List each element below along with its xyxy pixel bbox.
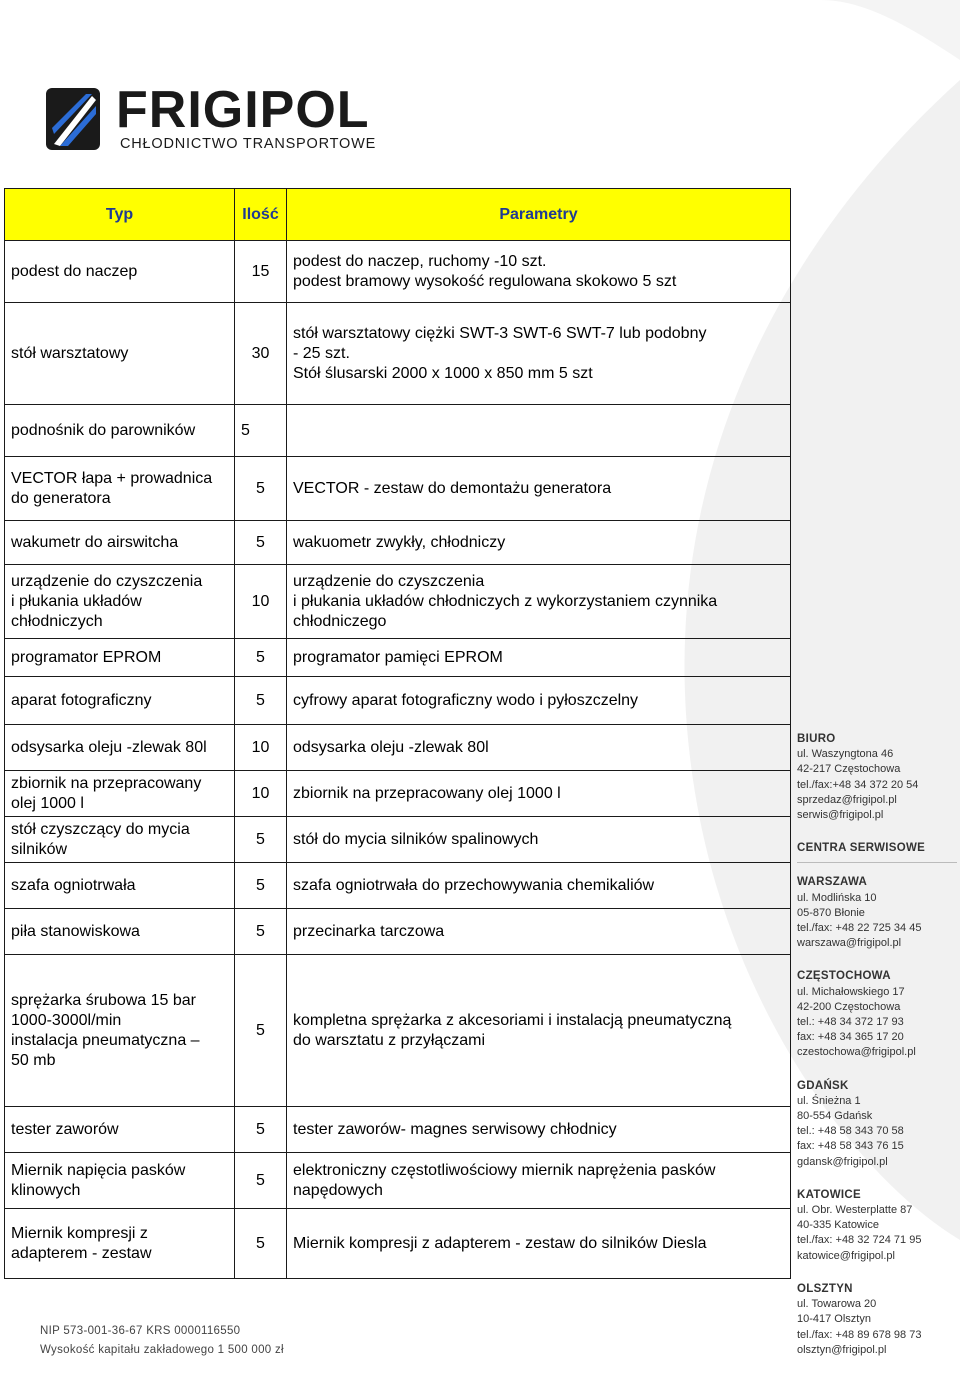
row-params: Miernik kompresji z adapterem - zestaw do silników Diesla (287, 1209, 791, 1279)
office-line: ul. Waszyngtona 46 (797, 748, 894, 761)
row-type: Miernik napięcia pasków klinowych (5, 1153, 235, 1209)
row-params: odsysarka oleju -zlewak 80l (287, 725, 791, 771)
table-row (5, 725, 791, 771)
table-row (5, 1153, 791, 1209)
frigipol-logo (40, 82, 400, 162)
branch-line: tel.: +48 58 343 70 58 (797, 1125, 904, 1138)
row-type: aparat fotograficzny (5, 677, 235, 725)
row-params: elektroniczny częstotliwościowy miernik naprężenia pasków napędowych (287, 1153, 791, 1209)
row-type: piła stanowiskowa (5, 909, 235, 955)
header-params: Parametry (287, 189, 791, 241)
branch-line: 40-335 Katowice (797, 1219, 879, 1232)
office-line: 42-217 Częstochowa (797, 763, 901, 776)
branch-line: 10-417 Olsztyn (797, 1313, 871, 1326)
office-line: tel./fax:+48 34 372 20 54 (797, 778, 919, 791)
row-type: sprężarka śrubowa 15 bar 1000-3000l/min instalacja pneumatyczna – 50 mb (5, 955, 235, 1107)
branch-email[interactable]: gdansk@frigipol.pl (797, 1155, 888, 1168)
service-centers-title: CENTRA SERWISOWE (797, 842, 926, 855)
row-params: zbiornik na przepracowany olej 1000 l (287, 771, 791, 817)
table-row (5, 457, 791, 521)
branch-block (797, 875, 957, 951)
table-row (5, 1209, 791, 1279)
table-row (5, 677, 791, 725)
table-row (5, 303, 791, 405)
branch-email[interactable]: warszawa@frigipol.pl (797, 937, 902, 950)
row-qty: 30 (235, 303, 287, 405)
row-qty: 5 (235, 405, 287, 457)
equipment-table (4, 188, 791, 1279)
brand-name: FRIGIPOL (116, 81, 370, 139)
branch-line: 80-554 Gdańsk (797, 1110, 873, 1123)
row-type: programator EPROM (5, 639, 235, 677)
row-qty: 5 (235, 1209, 287, 1279)
row-params: podest do naczep, ruchomy -10 szt. podest bramowy wysokość regulowana skokowo 5 szt (287, 241, 791, 303)
contact-sidebar (797, 732, 957, 1376)
share-capital: Wysokość kapitału zakładowego 1 500 000 zł (40, 1344, 284, 1356)
row-type: podest do naczep (5, 241, 235, 303)
row-params: tester zaworów- magnes serwisowy chłodnicy (287, 1107, 791, 1153)
office-email[interactable]: serwis@frigipol.pl (797, 809, 884, 822)
branch-line: tel.: +48 34 372 17 93 (797, 1016, 904, 1029)
row-params (287, 405, 791, 457)
branch-line: tel./fax: +48 32 724 71 95 (797, 1234, 922, 1247)
table-row (5, 863, 791, 909)
row-params: przecinarka tarczowa (287, 909, 791, 955)
row-qty: 5 (235, 1107, 287, 1153)
row-qty: 5 (235, 909, 287, 955)
row-type: VECTOR łapa + prowadnica do generatora (5, 457, 235, 521)
row-params: VECTOR - zestaw do demontażu generatora (287, 457, 791, 521)
branch-title: KATOWICE (797, 1188, 861, 1201)
row-params: szafa ogniotrwała do przechowywania chemikaliów (287, 863, 791, 909)
row-type: wakumetr do airswitcha (5, 521, 235, 565)
table-row (5, 1107, 791, 1153)
row-type: zbiornik na przepracowany olej 1000 l (5, 771, 235, 817)
row-qty: 5 (235, 677, 287, 725)
branch-email[interactable]: czestochowa@frigipol.pl (797, 1046, 916, 1059)
table-row (5, 521, 791, 565)
row-type: urządzenie do czyszczenia i płukania układów chłodniczych (5, 565, 235, 639)
divider (797, 862, 957, 863)
branch-line: fax: +48 58 343 76 15 (797, 1140, 904, 1153)
row-type: szafa ogniotrwała (5, 863, 235, 909)
row-qty: 5 (235, 457, 287, 521)
branch-title: CZĘSTOCHOWA (797, 970, 891, 983)
branch-email[interactable]: olsztyn@frigipol.pl (797, 1343, 887, 1356)
table-row (5, 955, 791, 1107)
brand-tagline: CHŁODNICTWO TRANSPORTOWE (120, 136, 377, 152)
table-row (5, 241, 791, 303)
row-type: Miernik kompresji z adapterem - zestaw (5, 1209, 235, 1279)
table-row (5, 909, 791, 955)
branch-block (797, 1188, 957, 1264)
header-qty: Ilość (235, 189, 287, 241)
row-params: urządzenie do czyszczenia i płukania układów chłodniczych z wykorzystaniem czynnika chłodniczego (287, 565, 791, 639)
snowflake-logo-icon (40, 84, 104, 156)
office-email[interactable]: sprzedaz@frigipol.pl (797, 793, 897, 806)
branch-block (797, 1079, 957, 1170)
registry-numbers: NIP 573-001-36-67 KRS 0000116550 (40, 1325, 241, 1337)
branch-line: ul. Obr. Westerplatte 87 (797, 1204, 913, 1217)
header-type: Typ (5, 189, 235, 241)
branch-email[interactable]: katowice@frigipol.pl (797, 1249, 895, 1262)
row-type: stół czyszczący do mycia silników (5, 817, 235, 863)
row-qty: 5 (235, 817, 287, 863)
branch-line: tel./fax: +48 89 678 98 73 (797, 1328, 922, 1341)
company-footer (40, 1322, 284, 1360)
row-params: kompletna sprężarka z akcesoriami i instalacją pneumatyczną do warsztatu z przyłączami (287, 955, 791, 1107)
row-params: cyfrowy aparat fotograficzny wodo i pyłoszczelny (287, 677, 791, 725)
office-title: BIURO (797, 733, 836, 745)
row-qty: 15 (235, 241, 287, 303)
row-qty: 5 (235, 521, 287, 565)
table-row (5, 405, 791, 457)
branch-line: ul. Michałowskiego 17 (797, 985, 905, 998)
table-row (5, 817, 791, 863)
row-qty: 5 (235, 955, 287, 1107)
row-qty: 10 (235, 771, 287, 817)
branch-line: fax: +48 34 365 17 20 (797, 1031, 904, 1044)
branch-title: OLSZTYN (797, 1282, 853, 1295)
table-row (5, 639, 791, 677)
row-qty: 10 (235, 725, 287, 771)
branch-line: ul. Śnieżna 1 (797, 1094, 861, 1107)
row-params: programator pamięci EPROM (287, 639, 791, 677)
row-params: stół do mycia silników spalinowych (287, 817, 791, 863)
table-row (5, 565, 791, 639)
branch-title: GDAŃSK (797, 1079, 849, 1092)
row-type: podnośnik do parowników (5, 405, 235, 457)
table-row (5, 771, 791, 817)
branch-block (797, 1282, 957, 1358)
branch-block (797, 969, 957, 1060)
branch-line: ul. Towarowa 20 (797, 1298, 877, 1311)
table-header-row (5, 189, 791, 241)
row-params: stół warsztatowy ciężki SWT-3 SWT-6 SWT-7 lub podobny - 25 szt. Stół ślusarski 2000 x 1000 x 850 mm 5 szt (287, 303, 791, 405)
row-qty: 5 (235, 863, 287, 909)
office-block (797, 732, 957, 823)
row-type: stół warsztatowy (5, 303, 235, 405)
branch-line: 42-200 Częstochowa (797, 1000, 901, 1013)
branch-line: ul. Modlińska 10 (797, 891, 877, 904)
branch-line: 05-870 Błonie (797, 906, 865, 919)
row-qty: 5 (235, 639, 287, 677)
branch-title: WARSZAWA (797, 876, 868, 889)
row-type: tester zaworów (5, 1107, 235, 1153)
row-qty: 5 (235, 1153, 287, 1209)
row-params: wakuometr zwykły, chłodniczy (287, 521, 791, 565)
row-qty: 10 (235, 565, 287, 639)
branch-line: tel./fax: +48 22 725 34 45 (797, 922, 922, 935)
row-type: odsysarka oleju -zlewak 80l (5, 725, 235, 771)
